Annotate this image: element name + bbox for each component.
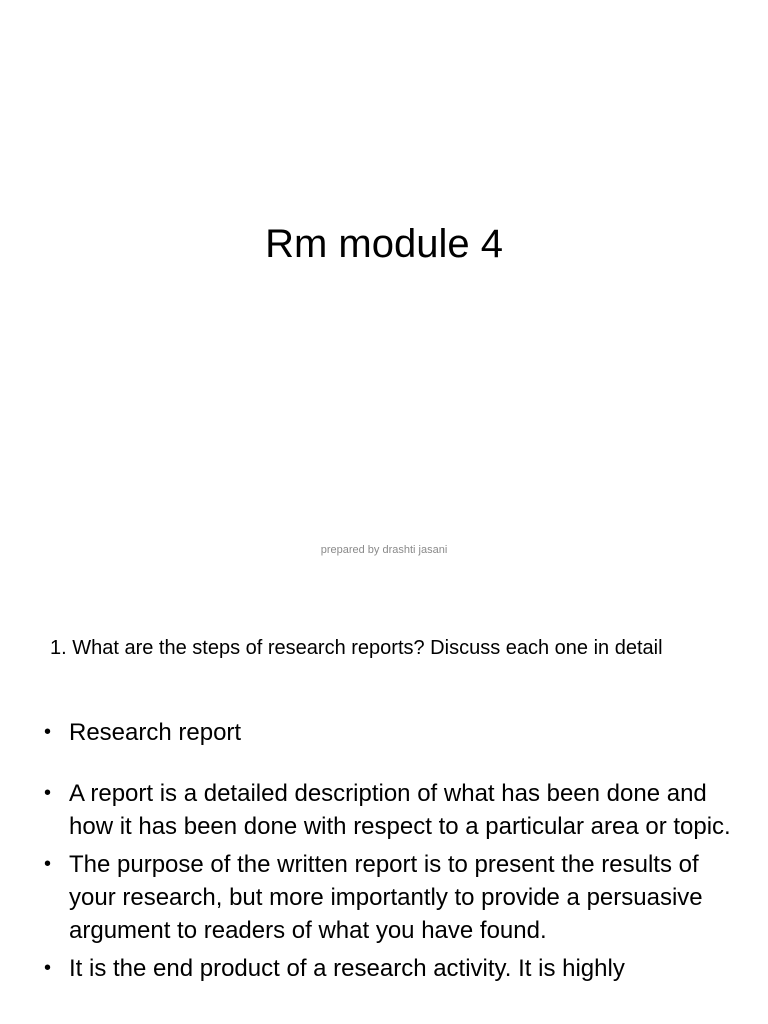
slide-title: Rm module 4 [265, 222, 503, 266]
bullet-item [44, 952, 734, 985]
bullet-text: Research report [69, 719, 242, 746]
bullet-dot-icon: • [44, 721, 52, 743]
bullet-dot-icon: • [44, 853, 52, 875]
bullet-text: It is the end product of a research activity. It is highly [69, 955, 625, 982]
slide-footer-text: prepared by drashti jasani [320, 544, 448, 556]
bullet-item [44, 777, 734, 843]
bullet-item [44, 848, 734, 947]
bullet-dot-icon: • [44, 957, 52, 979]
bullet-list [44, 716, 734, 985]
bullet-text: The purpose of the written report is to present the results of your research, but more importantly to provide a persuasive argument to readers of what you have found. [69, 851, 703, 944]
bullet-text: A report is a detailed description of what has been done and how it has been done with respect to a particular area or topic. [69, 780, 731, 840]
bullet-dot-icon: • [44, 782, 52, 804]
question-text: 1. What are the steps of research reports? Discuss each one in detail [50, 637, 663, 659]
bullet-item [44, 716, 734, 749]
